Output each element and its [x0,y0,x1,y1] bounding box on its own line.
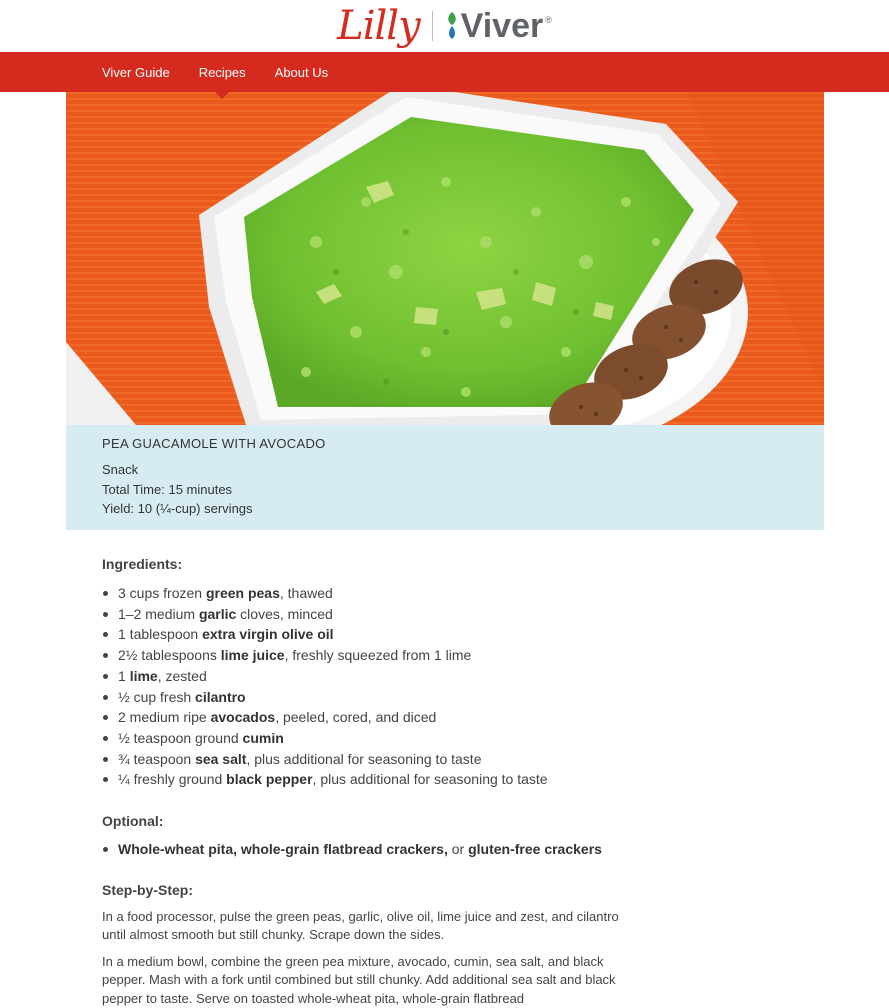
steps-heading: Step-by-Step: [102,881,193,898]
step-paragraph: In a food processor, pulse the green peas, garlic, olive oil, lime juice and zest, and cilantro until almost smooth but still chunky. Scrape down the sides. [102,908,619,943]
list-item: 1 lime, zested [102,666,622,687]
site-header [0,0,889,52]
nav-list [102,52,328,92]
leaf-drop-icon [445,11,459,41]
list-item: ½ teaspoon ground cumin [102,728,622,749]
list-item: 2 medium ripe avocados, peeled, cored, and diced [102,707,622,728]
brand-logos[interactable] [337,3,552,49]
list-item: 1 tablespoon extra virgin olive oil [102,624,622,645]
list-item: 2½ tablespoons lime juice, freshly squeezed from 1 lime [102,645,622,666]
recipe-title: PEA GUACAMOLE WITH AVOCADO [102,436,326,451]
list-item: 1–2 medium garlic cloves, minced [102,604,622,625]
nav-item-recipes[interactable]: Recipes [198,64,246,80]
viver-wordmark: Viver [460,7,544,45]
ingredients-list [102,583,622,790]
optional-heading: Optional: [102,813,164,830]
logo-divider [432,11,433,41]
lilly-logo[interactable]: Lilly [337,3,420,49]
registered-mark: ® [545,15,552,25]
nav-item-viver-guide[interactable]: Viver Guide [102,64,170,80]
list-item: Whole-wheat pita, whole-grain flatbread crackers, or gluten-free crackers [102,839,622,860]
main-nav [0,52,889,92]
recipe-total-time: Total Time: 15 minutes [102,481,233,497]
ingredients-heading: Ingredients: [102,556,183,572]
recipe-meta [102,460,253,519]
list-item: ½ cup fresh cilantro [102,687,622,708]
list-item: ¼ freshly ground black pepper, plus additional for seasoning to taste [102,769,622,790]
list-item: 3 cups frozen green peas, thawed [102,583,622,604]
optional-list [102,839,622,860]
viver-logo[interactable] [445,9,552,43]
recipe-category: Snack [102,462,139,477]
recipe-info-box [66,425,824,530]
nav-item-about-us[interactable]: About Us [274,64,329,80]
recipe-content [102,556,622,1008]
pea-guacamole-photo [66,92,824,425]
recipe-yield: Yield: 10 (¼-cup) servings [102,501,253,516]
recipe-hero-image [66,92,824,425]
step-paragraph: In a medium bowl, combine the green pea mixture, avocado, cumin, sea salt, and black pepper. Mash with a fork until combined but still chunky. Add additional sea salt and black pepper to taste. Serve on toasted whole-wheat pita, whole-grain flatbread [102,953,616,1006]
list-item: ¾ teaspoon sea salt, plus additional for seasoning to taste [102,749,622,770]
